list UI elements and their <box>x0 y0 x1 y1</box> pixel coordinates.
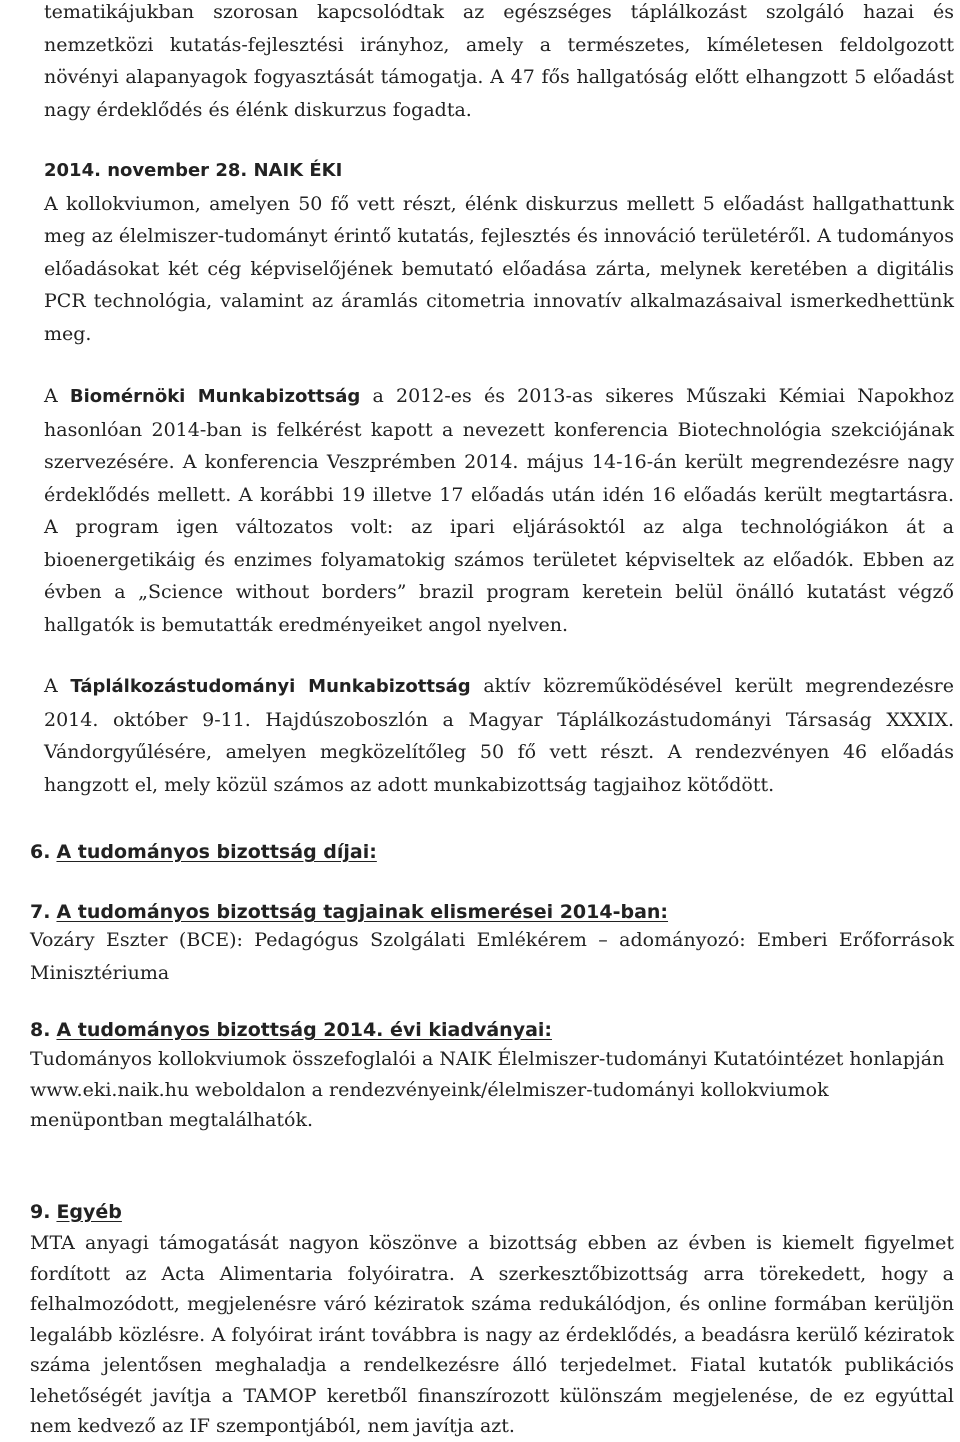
section-9-text <box>30 1228 954 1442</box>
event-paragraph <box>44 154 954 350</box>
event-text: A kollokviumon, amelyen 50 fő vett részt, élénk diskurzus mellett 5 előadást hallgathattunk meg az élelmiszer-tudományt érintő kutatás, fejlesztés és innováció területéről. A tudományos előadásokat két cég képviselőjének bemutató előadása zárta, melynek keretében a digitális PCR technológia, valamint az áramlás citometria innovatív alkalmazásaival ismerkedhettünk meg. <box>44 192 954 345</box>
bioengineering-lead: A <box>44 385 70 407</box>
section-6-title: A tudományos bizottság díjai: <box>56 841 377 863</box>
section-8-title: A tudományos bizottság 2014. évi kiadványai: <box>56 1019 553 1041</box>
event-heading: 2014. november 28. NAIK ÉKI <box>44 160 343 181</box>
bioengineering-committee-name: Biomérnöki Munkabizottság <box>69 386 361 407</box>
section-9-number: 9. <box>30 1201 51 1223</box>
section-7-text <box>30 924 954 989</box>
section-7-title: A tudományos bizottság tagjainak elismerései 2014-ban: <box>56 901 669 923</box>
section-8-heading <box>30 1014 954 1046</box>
section-8-number: 8. <box>30 1019 51 1041</box>
section-7-body: Vozáry Eszter (BCE): Pedagógus Szolgálati Emlékérem – adományozó: Emberi Erőforrások Minisztériuma <box>30 929 954 984</box>
section-9-heading <box>30 1196 954 1228</box>
nutrition-lead: A <box>44 675 71 697</box>
bioengineering-text: a 2012-es és 2013-as sikeres Műszaki Kémiai Napokhoz hasonlóan 2014-ban is felkérést kapott a nevezett konferencia Biotechnológia szekciójának szervezésére. A konferencia Veszprémben 2014. május 14-16-án került megrendezésre nagy érdeklődés mellett. A korábbi 19 illetve 17 előadás után idén 16 előadás került megtartásra. A program igen változatos volt: az ipari eljárásoktól az alga technológiákon át a bioenergetikáig és enzimes folyamatokig számos területet képviseltek az előadók. Ebben az évben a „Science without borders” brazil program keretein belül önálló kutatást végző hallgatók is bemutatták eredményeiket angol nyelven. <box>44 385 954 636</box>
section-9-title: Egyéb <box>56 1201 122 1223</box>
nutrition-committee-name: Táplálkozástudományi Munkabizottság <box>70 676 471 697</box>
section-6-heading <box>30 836 954 868</box>
nutrition-paragraph <box>44 670 954 801</box>
section-9-body: MTA anyagi támogatását nagyon köszönve a bizottság ebben az évben is kiemelt figyelmet fordított az Acta Alimentaria folyóiratra. A szerkesztőbizottság arra törekedett, hogy a felhalmozódott, megjelenésre váró kéziratok száma redukálódjon, és online formában kerüljön legalább közlésre. A folyóirat iránt továbbra is nagy az érdeklődés, a beadásra kerülő kéziratok száma jelentősen meghaladja a rendelkezésre álló terjedelmet. Fiatal kutatók publikációs lehetőségét javítja a TAMOP keretből finanszírozott különszám megjelenése, de ez egyúttal nem kedvező az IF szempontjából, nem javítja azt. <box>30 1232 954 1437</box>
nutrition-text: aktív közreműködésével került megrendezésre 2014. október 9-11. Hajdúszoboszlón a Magyar Táplálkozástudományi Társaság XXXIX. Vándorgyűlésére, amelyen megközelítőleg 50 fő vett részt. A rendezvényen 46 előadás hangzott el, mely közül számos az adott munkabizottság tagjaihoz kötődött. <box>44 675 954 796</box>
section-8-body: Tudományos kollokviumok összefoglalói a NAIK Élelmiszer-tudományi Kutatóintézet honlapján www.eki.naik.hu weboldalon a rendezvényeink/élelmiszer-tudományi kollokviumok menüpontban megtalálhatók. <box>30 1048 945 1131</box>
section-6-number: 6. <box>30 841 51 863</box>
section-8-text <box>30 1044 954 1136</box>
intro-paragraph-text: tematikájukban szorosan kapcsolódtak az egészséges táplálkozást szolgáló hazai és nemzetközi kutatás-fejlesztési irányhoz, amely a természetes, kíméletesen feldolgozott növényi alapanyagok fogyasztását támogatja. A 47 fős hallgatóság előtt elhangzott 5 előadást nagy érdeklődés és élénk diskurzus fogadta. <box>44 1 954 121</box>
bioengineering-paragraph <box>44 380 954 641</box>
section-7-number: 7. <box>30 901 51 923</box>
intro-paragraph <box>44 0 954 126</box>
